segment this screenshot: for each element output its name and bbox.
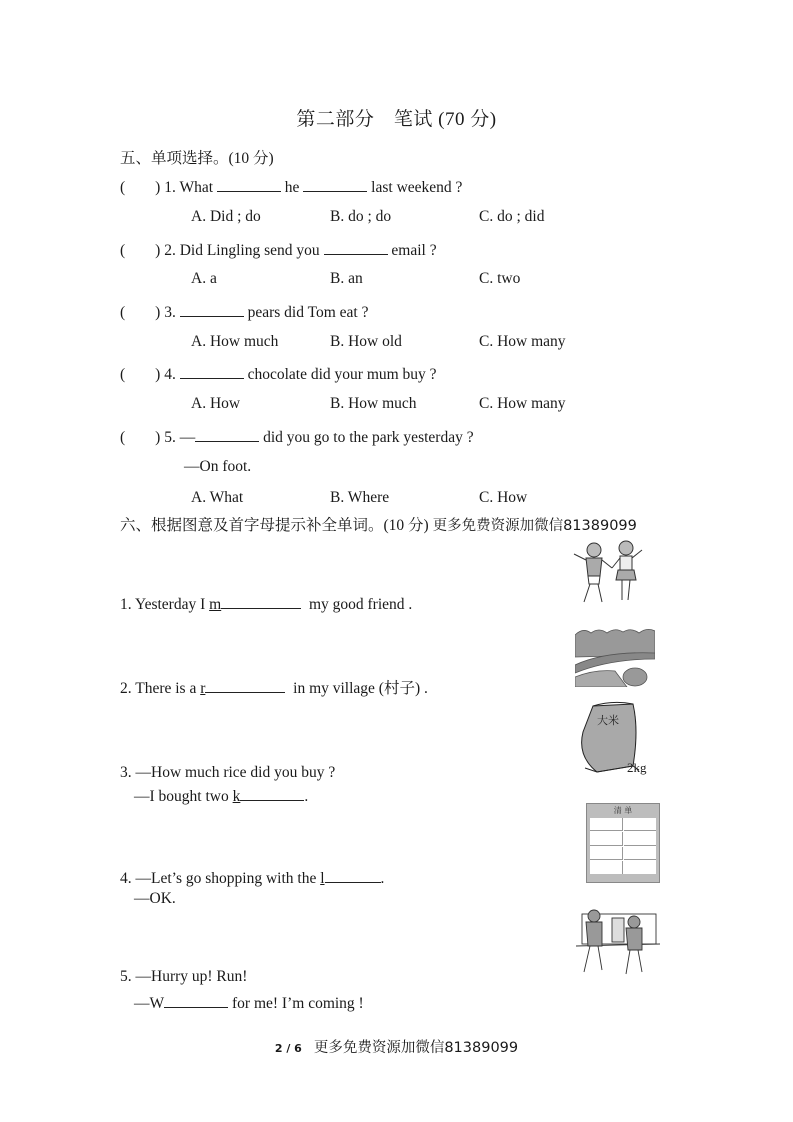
hint-letter: l <box>320 870 325 887</box>
answer-paren-open: ( <box>120 304 126 321</box>
question-text: he <box>284 179 300 196</box>
item-number: 2. <box>120 680 132 697</box>
hint-letter: k <box>232 788 241 805</box>
blank[interactable] <box>303 177 367 192</box>
blank[interactable] <box>180 364 244 379</box>
option-a: A. What <box>191 489 244 506</box>
section-6-heading <box>120 513 637 535</box>
answer-paren-open: ( <box>120 242 126 259</box>
answer-paren-close: ) <box>155 304 161 321</box>
hint-letter: r <box>200 680 206 697</box>
item-text: —I bought two <box>134 788 233 805</box>
rice-bag-label: 大米 <box>597 714 619 727</box>
item-text: —Hurry up! Run! <box>135 968 248 985</box>
blank-line <box>205 679 285 693</box>
hint-letter: m <box>209 596 222 613</box>
blank-line <box>240 787 304 801</box>
section-6-title: 六、根据图意及首字母提示补全单词。(10 分) <box>120 517 429 534</box>
letter-blank[interactable] <box>320 870 380 887</box>
river-image <box>575 627 655 687</box>
question-text: did you go to the park yesterday ? <box>263 429 474 446</box>
answer-paren-close: ) <box>155 179 161 196</box>
question-1 <box>120 177 462 197</box>
question-text: What <box>179 179 214 196</box>
answer-paren-close: ) <box>155 366 161 383</box>
item-text: . <box>304 788 309 805</box>
item-text: —Let’s go shopping with the <box>135 870 321 887</box>
fill-item-3-answer <box>134 787 308 806</box>
list-title: 清 单 <box>613 806 633 815</box>
option-a: A. a <box>191 270 217 287</box>
item-number: 5. <box>120 968 132 985</box>
footer-watermark: 更多免费资源加微信81389099 <box>313 1040 519 1056</box>
option-a: A. How much <box>191 333 279 350</box>
item-text: Yesterday I <box>134 596 210 613</box>
option-c: C. How many <box>479 395 566 412</box>
two-girls-meeting-image <box>566 538 656 608</box>
question-5 <box>120 427 474 447</box>
question-number: 1. <box>164 179 176 196</box>
item-text: . <box>380 870 385 887</box>
answer-paren-close: ) <box>155 242 161 259</box>
option-c: C. How <box>479 489 528 506</box>
question-text: pears did Tom eat ? <box>247 304 369 321</box>
question-text: chocolate did your mum buy ? <box>247 366 437 383</box>
reply-text: —On foot. <box>184 458 252 475</box>
letter-blank[interactable] <box>233 788 305 805</box>
item-number: 3. <box>120 764 132 781</box>
item-text: There is a <box>135 680 201 697</box>
shopping-list-image <box>586 803 660 883</box>
option-a: A. Did ; do <box>191 208 261 225</box>
question-text: last weekend ? <box>371 179 463 196</box>
letter-blank[interactable] <box>200 680 285 697</box>
answer-paren-open: ( <box>120 366 126 383</box>
item-text: in my village (村子) . <box>293 680 428 697</box>
fill-item-3 <box>120 764 335 782</box>
answer-paren-open: ( <box>120 429 126 446</box>
list-grid <box>590 818 656 874</box>
question-number: 5. <box>164 429 176 446</box>
item-text: my good friend . <box>308 596 413 613</box>
option-c: C. How many <box>479 333 566 350</box>
blank[interactable] <box>195 427 259 442</box>
option-b: B. do ; do <box>330 208 392 225</box>
item-number: 1. <box>120 596 132 613</box>
question-number: 4. <box>164 366 176 383</box>
question-text: Did Lingling send you <box>179 242 320 259</box>
item-text: —W <box>134 995 165 1012</box>
rice-bag-image <box>575 700 653 780</box>
watermark-text: 更多免费资源加微信81389099 <box>432 518 637 534</box>
question-number: 3. <box>164 304 176 321</box>
option-b: B. How old <box>330 333 402 350</box>
running-to-bus-image <box>572 908 660 980</box>
item-text: —How much rice did you buy ? <box>135 764 336 781</box>
weight-label: 2kg <box>627 760 647 775</box>
question-3 <box>120 302 368 322</box>
fill-item-4 <box>120 869 384 888</box>
item-number: 4. <box>120 870 132 887</box>
page-title: 第二部分 笔试 (70 分) <box>296 109 497 130</box>
question-text: email ? <box>391 242 437 259</box>
option-c: C. do ; did <box>479 208 545 225</box>
question-number: 2. <box>164 242 176 259</box>
option-a: A. How <box>191 395 241 412</box>
blank[interactable] <box>180 302 244 317</box>
blank[interactable] <box>217 177 281 192</box>
page-number: 2 / 6 <box>274 1042 302 1055</box>
section-5-heading: 五、单项选择。(10 分) <box>120 150 274 167</box>
fill-item-5-answer <box>134 994 364 1013</box>
option-c: C. two <box>479 270 521 287</box>
question-2 <box>120 240 437 260</box>
fill-item-5 <box>120 968 247 986</box>
page-footer <box>0 1036 793 1057</box>
option-b: B. Where <box>330 489 390 506</box>
blank-line <box>325 869 381 883</box>
answer-paren-close: ) <box>155 429 161 446</box>
answer-paren-open: ( <box>120 179 126 196</box>
question-4 <box>120 364 437 384</box>
blank-line[interactable] <box>164 994 228 1008</box>
fill-item-4-reply: —OK. <box>134 890 176 907</box>
blank-line <box>221 595 301 609</box>
letter-blank[interactable] <box>209 596 301 613</box>
fill-item-1 <box>120 595 412 614</box>
dash: — <box>179 429 196 446</box>
blank[interactable] <box>324 240 388 255</box>
item-text: for me! I’m coming ! <box>232 995 364 1012</box>
option-b: B. How much <box>330 395 417 412</box>
fill-item-2 <box>120 676 428 698</box>
option-b: B. an <box>330 270 363 287</box>
